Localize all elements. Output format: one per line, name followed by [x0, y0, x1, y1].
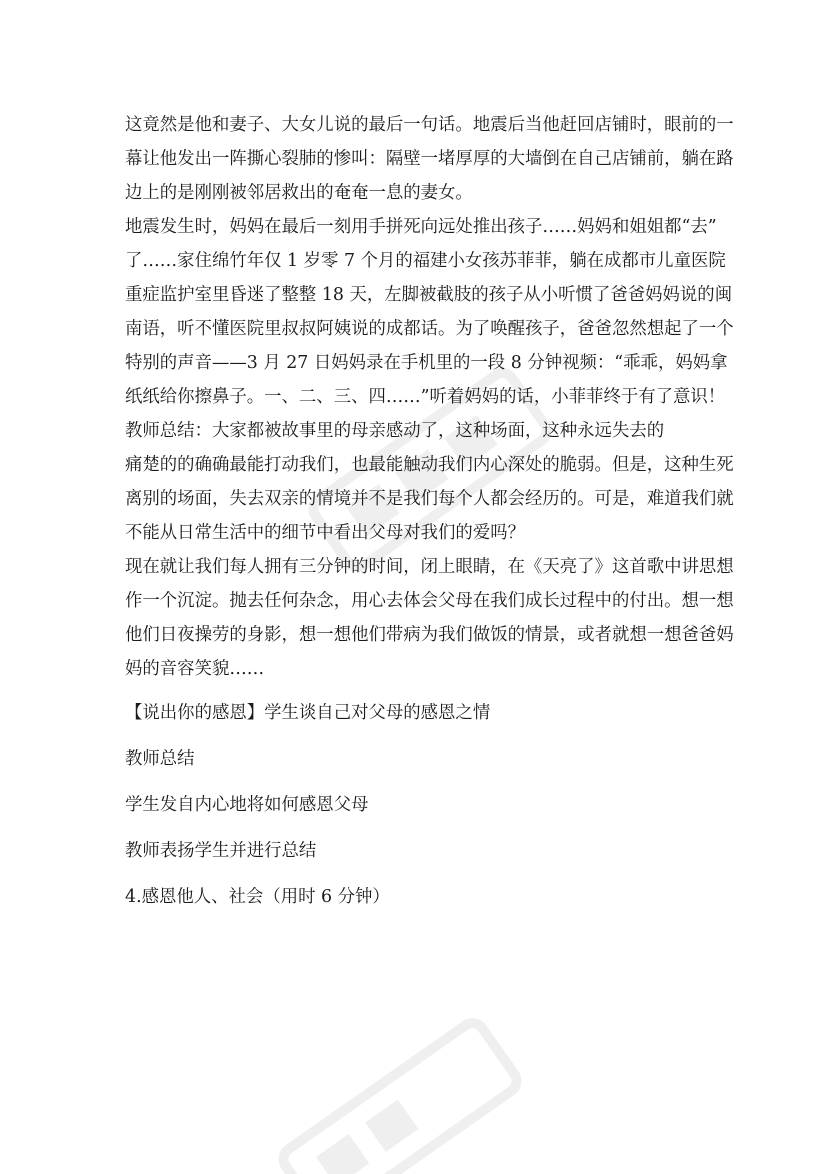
- text-line: 特别的声音——3 月 27 日妈妈录在手机里的一段 8 分钟视频：“乖乖，妈妈拿: [125, 353, 728, 373]
- section-item: 教师总结: [125, 749, 195, 769]
- text-line: 边上的是刚刚被邻居救出的奄奄一息的妻女。: [125, 183, 473, 203]
- text-line: 离别的场面，失去双亲的情境并不是我们每个人都会经历的。可是，难道我们就: [125, 489, 734, 509]
- text-line: 教师总结：大家都被故事里的母亲感动了，这种场面，这种永远失去的: [125, 421, 665, 441]
- text-line: 南语，听不懂医院里叔叔阿姨说的成都话。为了唤醒孩子，爸爸忽然想起了一个: [125, 319, 734, 339]
- document-body: [125, 108, 734, 914]
- paragraph: [125, 210, 734, 414]
- text-line: 了……家住绵竹年仅 1 岁零 7 个月的福建小女孩苏菲菲，躺在成都市儿童医院: [125, 251, 726, 271]
- paragraph: [125, 108, 734, 210]
- section-heading: 4.感恩他人、社会（用时 6 分钟）: [125, 887, 390, 907]
- text-line: 这竟然是他和妻子、大女儿说的最后一句话。地震后当他赶回店铺时，眼前的一: [125, 115, 734, 135]
- paragraph: [125, 550, 734, 686]
- text-line: 现在就让我们每人拥有三分钟的时间，闭上眼睛，在《天亮了》这首歌中讲思想: [125, 557, 734, 577]
- paragraph: [125, 414, 734, 550]
- text-line: 幕让他发出一阵撕心裂肺的惨叫：隔壁一堵厚厚的大墙倒在自己店铺前，躺在路: [125, 149, 734, 169]
- text-line: 重症监护室里昏迷了整整 18 天，左脚被截肢的孩子从小听惯了爸爸妈妈说的闽: [125, 285, 733, 305]
- text-line: 不能从日常生活中的细节中看出父母对我们的爱吗？: [125, 523, 525, 543]
- text-line: 作一个沉淀。抛去任何杂念，用心去体会父母在我们成长过程中的付出。想一想: [125, 591, 734, 611]
- text-line: 妈的音容笑貌……: [125, 659, 265, 679]
- section-heading: 【说出你的感恩】学生谈自己对父母的感恩之情: [125, 703, 491, 723]
- text-line: 他们日夜操劳的身影，想一想他们带病为我们做饭的情景，或者就想一想爸爸妈: [125, 625, 734, 645]
- section-item: 教师表扬学生并进行总结: [125, 841, 317, 861]
- text-line: 纸纸给你擦鼻子。一、二、三、四……”听着妈妈的话，小菲菲终于有了意识！: [125, 387, 726, 407]
- section-item: 学生发自内心地将如何感恩父母: [125, 795, 369, 815]
- text-line: 痛楚的的确确最能打动我们，也最能触动我们内心深处的脆弱。但是，这种生死: [125, 455, 734, 475]
- text-line: 地震发生时，妈妈在最后一刻用手拼死向远处推出孩子……妈妈和姐姐都“去”: [125, 217, 717, 237]
